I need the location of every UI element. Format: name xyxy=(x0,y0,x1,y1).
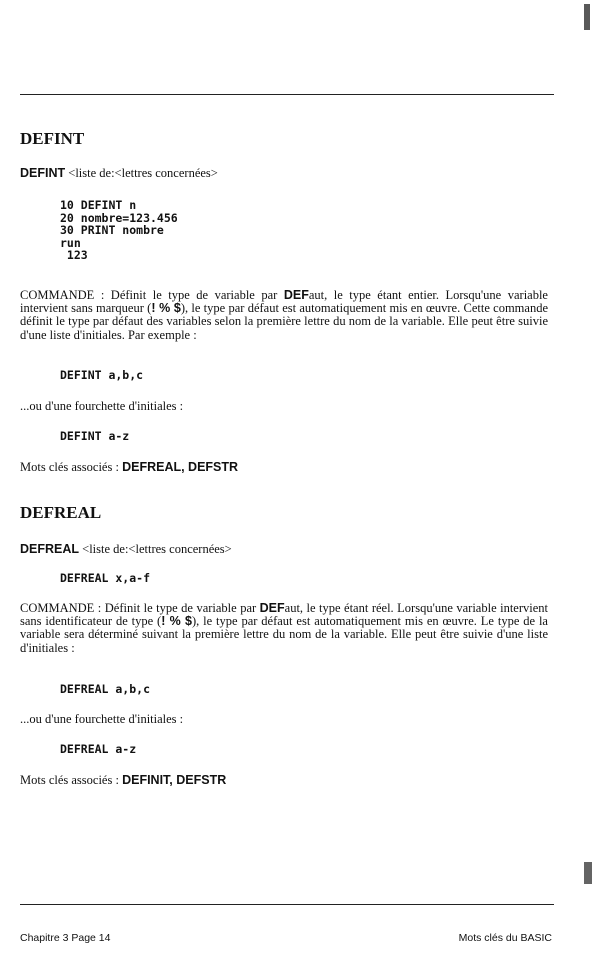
footer-rule xyxy=(20,904,554,905)
text-run: COMMANDE : Définit le type de variable par xyxy=(20,601,260,615)
code-example-defreal: DEFREAL x,a-f xyxy=(60,571,151,585)
text-run: aut, le xyxy=(308,288,350,302)
related-keywords-defint xyxy=(20,460,238,475)
example-defreal-range: DEFREAL a-z xyxy=(60,742,137,756)
or-range-text: ...ou d'une fourchette d'initiales : xyxy=(20,399,184,413)
bold-run: ! % $ xyxy=(151,301,181,316)
or-range-text: ...ou d'une fourchette d'initiales : xyxy=(20,712,184,726)
text-run: type de variable par xyxy=(168,288,284,302)
syntax-keyword: DEFREAL xyxy=(20,542,80,556)
text-run: étant entier. Lorsqu'une variable intervient sans marqueur ( xyxy=(20,288,548,316)
description-defreal xyxy=(20,602,548,655)
code-example-defint: 10 DEFINT n 20 nombre=123.456 30 PRINT nombre run 123 xyxy=(60,198,178,262)
syntax-defreal xyxy=(20,542,232,557)
example-defreal-list: DEFREAL a,b,c xyxy=(60,682,151,696)
text-run: ), le type par défaut est automatiquement mis en œuvre. Cette commande définit le type par défaut des variables selon la première lettre du nom de la variable. Elle peut être suivie d'une liste d'initiales. Par exemple : xyxy=(20,301,548,342)
related-label: Mots clés associés : xyxy=(20,773,123,787)
bold-run: DEF xyxy=(259,601,285,615)
syntax-keyword: DEFINT xyxy=(20,166,66,180)
syntax-defint xyxy=(20,166,218,181)
example-defint-list: DEFINT a,b,c xyxy=(60,368,144,382)
related-list: DEFINIT, DEFSTR xyxy=(122,773,227,787)
example-defint-range: DEFINT a-z xyxy=(60,429,130,443)
related-label: Mots clés associés : xyxy=(20,460,123,474)
related-keywords-defreal xyxy=(20,773,226,788)
scan-mark-bottom-right xyxy=(584,862,592,884)
section-title-defint: DEFINT xyxy=(20,129,85,148)
description-defint xyxy=(20,289,548,342)
text-run: COMMANDE : Définit le xyxy=(20,288,169,302)
footer-chapter-title: Mots clés du BASIC xyxy=(458,932,552,944)
section-title-defreal: DEFREAL xyxy=(20,503,102,522)
header-rule xyxy=(20,94,554,95)
scan-mark-top-right xyxy=(584,4,590,30)
related-list: DEFREAL, DEFSTR xyxy=(122,460,239,474)
bold-run: ! % $ xyxy=(161,614,192,629)
text-run: ), le type par défaut est automatiquement mis en œuvre. Le type de la variable sera déterminé suivant la première lettre du nom de la variable. Elle peut être suivie d'une liste d'initiales : xyxy=(20,614,548,655)
syntax-args: <liste de:<lettres concernées> xyxy=(79,542,232,556)
syntax-args: <liste de:<lettres concernées> xyxy=(65,166,218,180)
footer-page-number: Chapitre 3 Page 14 xyxy=(20,932,111,944)
bold-run: DEF xyxy=(283,288,309,302)
text-run: aut, le type étant réel. Lorsqu'une variable intervient sans identificateur de type ( xyxy=(20,601,548,629)
text-run: type xyxy=(349,288,371,302)
